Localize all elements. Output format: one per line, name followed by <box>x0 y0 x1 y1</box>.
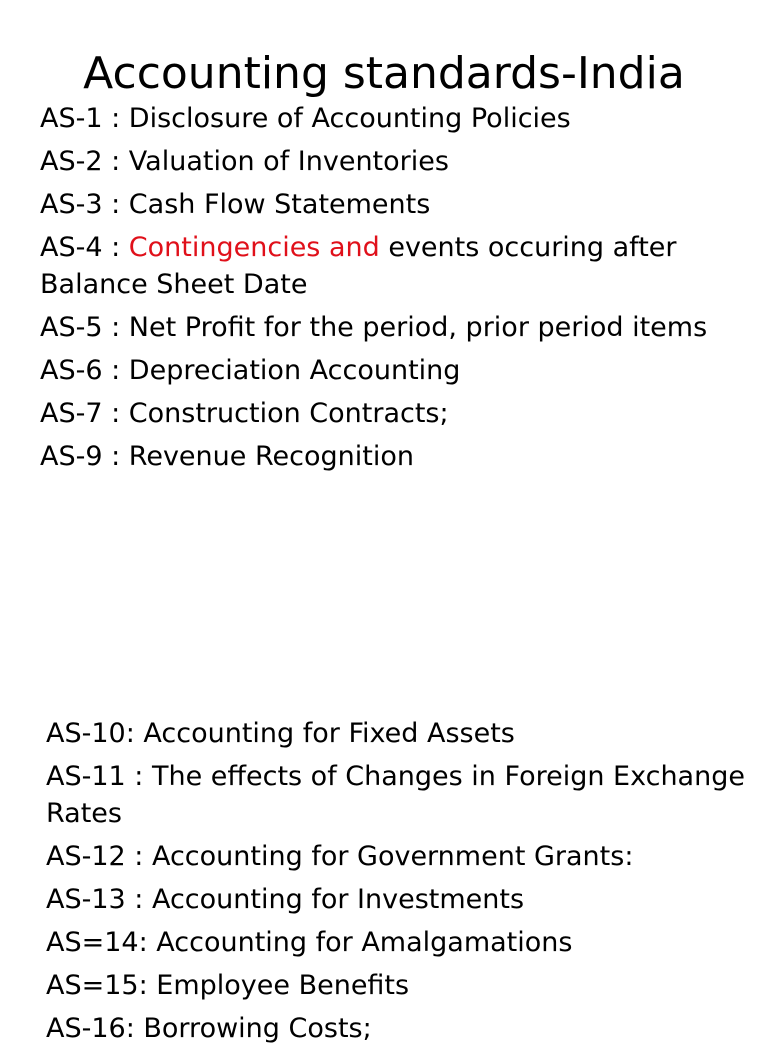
list-item-as16: AS-16: Borrowing Costs; <box>46 1013 372 1044</box>
list-item-as4 <box>40 229 740 303</box>
list-item-as12: AS-12 : Accounting for Government Grants: <box>46 841 634 872</box>
as4-highlight: Contingencies and <box>128 232 380 263</box>
list-item-as14: AS=14: Accounting for Amalgamations <box>46 927 573 958</box>
as4-prefix: AS-4 : <box>40 232 129 263</box>
list-item-as15: AS=15: Employee Benefits <box>46 970 410 1001</box>
list-item-as13: AS-13 : Accounting for Investments <box>46 884 525 915</box>
list-item-as9: AS-9 : Revenue Recognition <box>40 441 414 472</box>
list-item-as10: AS-10: Accounting for Fixed Assets <box>46 718 515 749</box>
page-title: Accounting standards-India <box>83 48 685 99</box>
list-item-as11: AS-11 : The effects of Changes in Foreign Exchange Rates <box>46 761 745 829</box>
list-item-as6: AS-6 : Depreciation Accounting <box>40 355 461 386</box>
list-item-as2: AS-2 : Valuation of Inventories <box>40 146 449 177</box>
as4-suffix: events occuring after Balance Sheet Date <box>40 232 677 300</box>
standards-list-part-1 <box>40 100 740 481</box>
list-item-as7: AS-7 : Construction Contracts; <box>40 398 449 429</box>
list-item-as3: AS-3 : Cash Flow Statements <box>40 189 431 220</box>
standards-list-part-2 <box>46 715 746 1053</box>
list-item-as1: AS-1 : Disclosure of Accounting Policies <box>40 103 571 134</box>
list-item-as5: AS-5 : Net Profit for the period, prior period items <box>40 312 708 343</box>
